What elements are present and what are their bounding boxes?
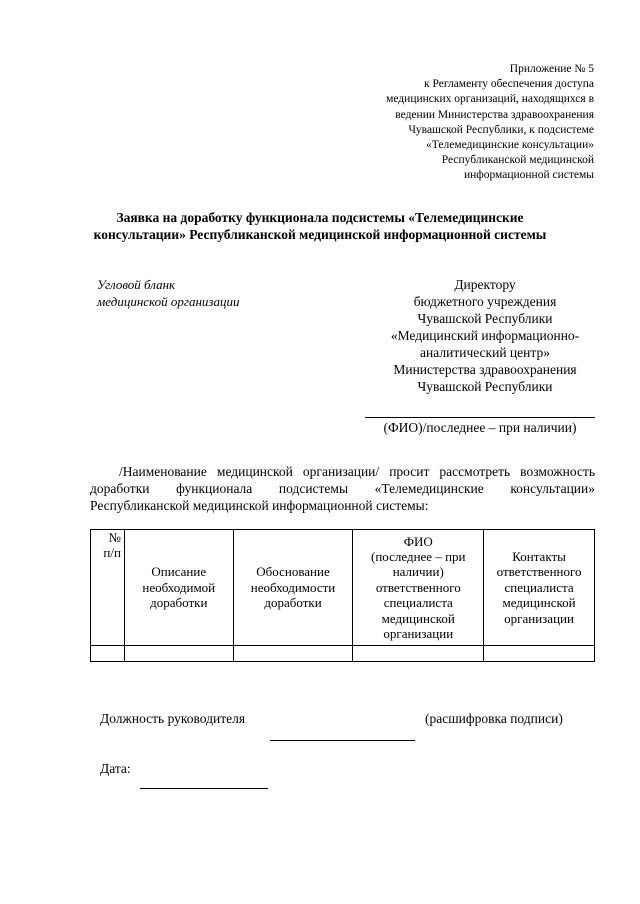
date-underline [140,788,268,789]
header-line: Описание [151,564,207,580]
signature-underline [270,740,415,741]
fio-underline [365,417,595,418]
position-label: Должность руководителя [100,711,246,726]
appendix-line: медицинских организаций, находящихся в [386,93,594,106]
signature-decode-label: (расшифровка подписи) [425,711,563,726]
header-description [124,530,233,646]
header-line: п/п [103,545,121,561]
table-cell [124,646,233,662]
table-cell [91,646,125,662]
addressee-line: бюджетного учреждения [413,294,557,309]
appendix-line: Республиканской медицинской [441,154,594,167]
header-line: организации [383,626,454,642]
addressee-line: Чувашской Республики [417,311,553,326]
corner-stamp-line: Угловой бланк [97,277,176,292]
header-line: Обоснование [256,564,330,580]
header-line: медицинской [502,595,576,611]
fio-caption: (ФИО)/последнее – при наличии) [383,420,577,435]
title-line: консультации» Республиканской медицинской информационной системы [93,227,547,242]
title-line: Заявка на доработку функционала подсистемы «Телемедицинские [116,210,524,225]
header-justification [233,530,353,646]
addressee-line: Директору [454,277,516,292]
table-row [91,646,595,662]
header-line: наличии) [392,564,444,580]
appendix-line: «Телемедицинские консультации» [426,139,594,152]
appendix-header [294,62,594,184]
header-line: специалиста [504,579,574,595]
header-line: специалиста [383,595,453,611]
appendix-line: информационной системы [463,169,594,182]
table-cell [233,646,353,662]
corner-stamp [97,276,239,310]
header-contacts [484,530,595,646]
table-cell [484,646,595,662]
table-header-row [91,530,595,646]
header-line: ответственного [496,564,582,580]
corner-stamp-line: медицинской организации [97,294,240,309]
appendix-line: ведении Министерства здравоохранения [395,108,594,121]
addressee-block [370,276,600,395]
appendix-line: Приложение № 5 [509,63,594,75]
header-line: необходимой [142,579,216,595]
header-line: Контакты [512,548,566,564]
header-line: медицинской [381,610,455,626]
header-line: № [108,530,121,545]
addressee-line: Чувашской Республики [417,379,553,394]
header-line: организации [504,610,574,626]
header-line: необходимости [250,579,336,595]
header-number [91,530,125,646]
header-line: доработки [264,595,322,611]
header-line: ответственного [375,579,461,595]
appendix-line: к Регламенту обеспечения доступа [424,78,594,91]
addressee-line: Министерства здравоохранения [393,362,577,377]
header-line: доработки [150,595,208,611]
document-title [60,209,580,243]
requests-table [90,529,595,662]
request-paragraph: /Наименование медицинской организации/ просит рассмотреть возможность доработки функционала подсистемы «Телемедицинские консультации» Республиканской медицинской информационной системы: [90,464,595,513]
header-line: ФИО [403,533,433,549]
addressee-line: «Медицинский информационно- [390,328,580,343]
header-responsible-fio [353,530,484,646]
table-cell [353,646,484,662]
header-line: (последнее – при [371,548,466,564]
addressee-line: аналитический центр» [420,345,550,360]
date-label: Дата: [100,761,131,776]
appendix-line: Чувашской Республики, к подсистеме [408,123,594,136]
